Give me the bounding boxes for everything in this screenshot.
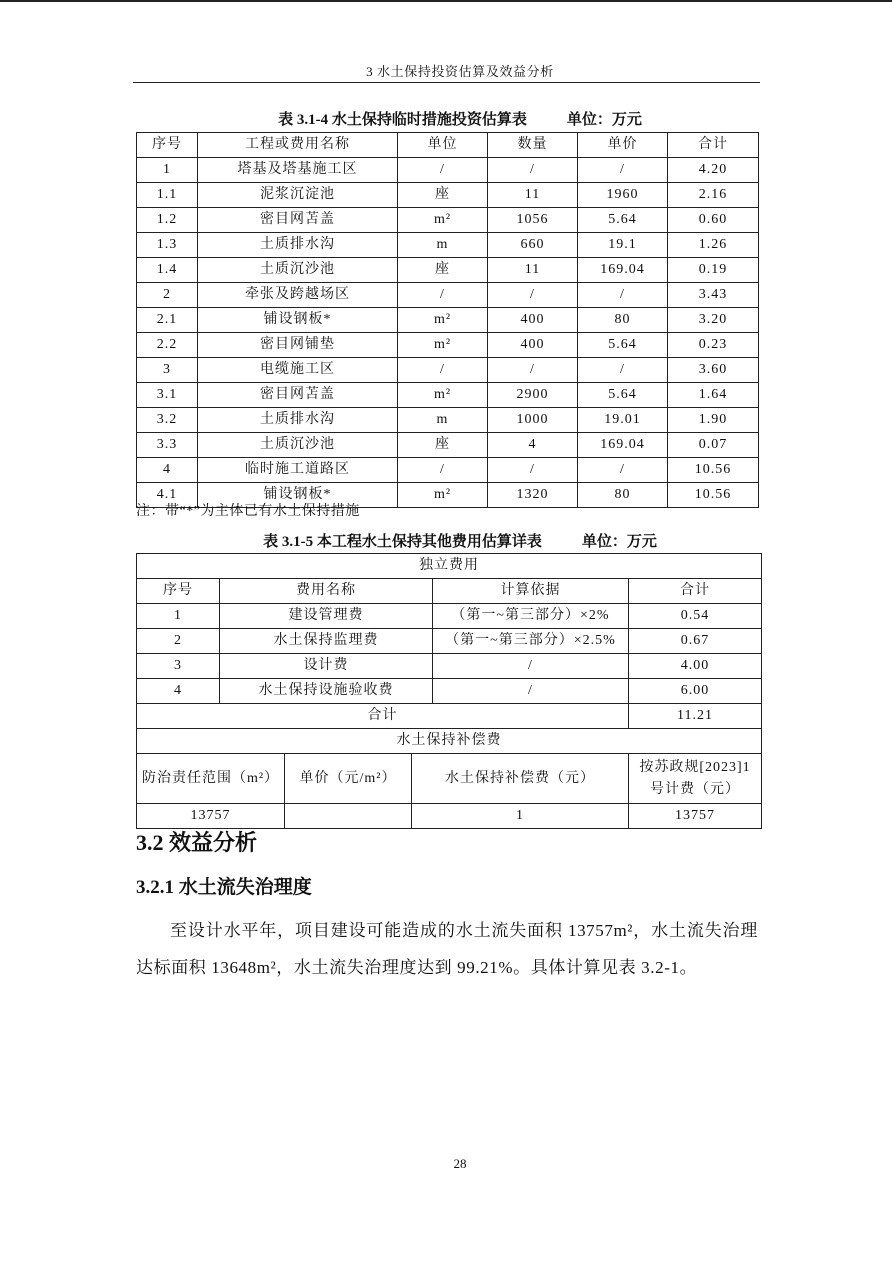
cell-quantity: 1056 <box>488 208 578 233</box>
table-row <box>137 233 759 258</box>
other-fees-table <box>136 553 762 829</box>
column-header-unit: 单位 <box>398 133 488 158</box>
cell-unit: m² <box>398 308 488 333</box>
cell-total: 1.90 <box>668 408 759 433</box>
cell-quantity: 11 <box>488 183 578 208</box>
column-header-seq: 序号 <box>137 133 198 158</box>
cell-seq: 1.1 <box>137 183 198 208</box>
cell-seq: 3 <box>137 358 198 383</box>
cell-seq: 4 <box>137 679 220 704</box>
temporary-measures-table <box>136 132 759 508</box>
total-value: 11.21 <box>629 704 762 729</box>
cell-total: 2.16 <box>668 183 759 208</box>
cell-item-name: 土质沉沙池 <box>198 433 398 458</box>
cell-unit: m <box>398 408 488 433</box>
cell-quantity: 1000 <box>488 408 578 433</box>
cell-item-name: 塔基及塔基施工区 <box>198 158 398 183</box>
cell-quantity: 1320 <box>488 483 578 508</box>
cell-item-name: 电缆施工区 <box>198 358 398 383</box>
cell-seq: 3 <box>137 654 220 679</box>
cell-total: 0.60 <box>668 208 759 233</box>
cell-total: 1.64 <box>668 383 759 408</box>
cell-unit: m² <box>398 208 488 233</box>
table-row <box>137 308 759 333</box>
column-header-fee-by-rule <box>629 754 762 804</box>
cell-unit-price: 5.64 <box>578 333 668 358</box>
cell-basis: （第一~第三部分）×2% <box>433 604 629 629</box>
column-header-item-name: 工程或费用名称 <box>198 133 398 158</box>
cell-total: 0.54 <box>629 604 762 629</box>
table-row <box>137 283 759 308</box>
cell-unit: m² <box>398 333 488 358</box>
column-header-total: 合计 <box>668 133 759 158</box>
cell-item-name: 土质沉沙池 <box>198 258 398 283</box>
cell-total: 1.26 <box>668 233 759 258</box>
cell-basis: / <box>433 654 629 679</box>
table-row <box>137 258 759 283</box>
table-caption-unit: 单位：万元 <box>581 534 657 550</box>
column-header-seq: 序号 <box>137 579 220 604</box>
header-rule <box>133 82 760 83</box>
cell-total: 3.20 <box>668 308 759 333</box>
cell-total: 0.67 <box>629 629 762 654</box>
table-header-row <box>137 754 762 804</box>
cell-quantity: 11 <box>488 258 578 283</box>
cell-unit-price: 169.04 <box>578 258 668 283</box>
column-header-unit-price: 单价 <box>578 133 668 158</box>
table-caption-title: 表 3.1-5 本工程水土保持其他费用估算详表 <box>263 534 542 550</box>
cell-unit: / <box>398 458 488 483</box>
column-header-fee-by-rule-line: 号计费（元） <box>650 781 741 797</box>
cell-seq: 2.1 <box>137 308 198 333</box>
cell-unit-price: / <box>578 283 668 308</box>
cell-unit-price: 19.01 <box>578 408 668 433</box>
cell-fee-name: 水土保持设施验收费 <box>220 679 433 704</box>
section-heading: 3.2 效益分析 <box>136 830 258 855</box>
cell-unit: / <box>398 158 488 183</box>
cell-total: 0.07 <box>668 433 759 458</box>
table-row <box>137 408 759 433</box>
cell-quantity: 400 <box>488 308 578 333</box>
table-row <box>137 604 762 629</box>
cell-basis: / <box>433 679 629 704</box>
cell-unit: 座 <box>398 433 488 458</box>
table-row <box>137 333 759 358</box>
cell-unit-price: 5.64 <box>578 383 668 408</box>
cell-unit-price <box>285 804 412 829</box>
table-row <box>137 158 759 183</box>
cell-unit: / <box>398 283 488 308</box>
cell-fee-name: 设计费 <box>220 654 433 679</box>
cell-total: 0.19 <box>668 258 759 283</box>
paragraph-line: 至设计水平年，项目建设可能造成的水土流失面积 13757m²，水土流失治理 <box>170 921 758 940</box>
cell-seq: 3.2 <box>137 408 198 433</box>
cell-quantity: / <box>488 458 578 483</box>
cell-item-name: 密目网苫盖 <box>198 208 398 233</box>
column-header-quantity: 数量 <box>488 133 578 158</box>
cell-total: 6.00 <box>629 679 762 704</box>
cell-seq: 3.3 <box>137 433 198 458</box>
cell-seq: 4.1 <box>137 483 198 508</box>
cell-unit-price: 80 <box>578 308 668 333</box>
body-paragraph <box>136 912 758 986</box>
cell-unit-price: 1960 <box>578 183 668 208</box>
section-title-row <box>137 729 762 754</box>
table-row <box>137 804 762 829</box>
page-top-border <box>0 0 892 2</box>
total-label: 合计 <box>137 704 629 729</box>
cell-total: 4.20 <box>668 158 759 183</box>
column-header-basis: 计算依据 <box>433 579 629 604</box>
page-number: 28 <box>453 1156 467 1171</box>
cell-total: 0.23 <box>668 333 759 358</box>
table-caption-title: 表 3.1-4 水土保持临时措施投资估算表 <box>278 112 527 128</box>
cell-unit-price: 169.04 <box>578 433 668 458</box>
column-header-fee-name: 费用名称 <box>220 579 433 604</box>
table-caption <box>60 111 860 129</box>
column-header-total: 合计 <box>629 579 762 604</box>
table-header-row <box>137 133 759 158</box>
cell-item-name: 铺设钢板* <box>198 483 398 508</box>
cell-seq: 1 <box>137 158 198 183</box>
cell-total: 10.56 <box>668 483 759 508</box>
cell-item-name: 泥浆沉淀池 <box>198 183 398 208</box>
cell-total: 3.60 <box>668 358 759 383</box>
paragraph-line: 达标面积 13648m²，水土流失治理度达到 99.21%。具体计算见表 3.2-1。 <box>136 958 698 977</box>
cell-total: 3.43 <box>668 283 759 308</box>
cell-quantity: 400 <box>488 333 578 358</box>
cell-item-name: 牵张及跨越场区 <box>198 283 398 308</box>
table-row <box>137 458 759 483</box>
cell-seq: 2 <box>137 629 220 654</box>
table-caption-unit: 单位：万元 <box>566 112 642 128</box>
cell-quantity: / <box>488 158 578 183</box>
cell-seq: 2.2 <box>137 333 198 358</box>
cell-unit: m² <box>398 483 488 508</box>
cell-unit: 座 <box>398 183 488 208</box>
cell-quantity: / <box>488 283 578 308</box>
cell-unit: 座 <box>398 258 488 283</box>
cell-quantity: 660 <box>488 233 578 258</box>
column-header-area: 防治责任范围（m²） <box>137 754 285 804</box>
table-note: 注：带“*”为主体已有水土保持措施 <box>136 504 360 519</box>
cell-seq: 2 <box>137 283 198 308</box>
cell-unit-price: / <box>578 358 668 383</box>
cell-unit-price: 19.1 <box>578 233 668 258</box>
cell-item-name: 土质排水沟 <box>198 233 398 258</box>
section-title-compensation: 水土保持补偿费 <box>137 729 762 754</box>
cell-basis: （第一~第三部分）×2.5% <box>433 629 629 654</box>
table-row <box>137 654 762 679</box>
table-caption <box>60 533 860 551</box>
cell-fee-name: 建设管理费 <box>220 604 433 629</box>
cell-unit-price: / <box>578 458 668 483</box>
cell-compensation-fee: 1 <box>412 804 629 829</box>
cell-area: 13757 <box>137 804 285 829</box>
cell-unit: m² <box>398 383 488 408</box>
column-header-unit-price: 单价（元/m²） <box>285 754 412 804</box>
cell-fee-by-rule: 13757 <box>629 804 762 829</box>
cell-seq: 4 <box>137 458 198 483</box>
cell-item-name: 密目网苫盖 <box>198 383 398 408</box>
cell-seq: 1.2 <box>137 208 198 233</box>
cell-total: 10.56 <box>668 458 759 483</box>
cell-quantity: 4 <box>488 433 578 458</box>
cell-unit-price: 80 <box>578 483 668 508</box>
table-row <box>137 183 759 208</box>
running-header: 3 水土保持投资估算及效益分析 <box>366 64 554 79</box>
section-title-row <box>137 554 762 579</box>
column-header-fee-by-rule-line: 按苏政规[2023]1 <box>639 759 751 775</box>
table-row <box>137 208 759 233</box>
cell-total: 4.00 <box>629 654 762 679</box>
section-title-independent-fees: 独立费用 <box>137 554 762 579</box>
column-header-compensation-fee: 水土保持补偿费（元） <box>412 754 629 804</box>
cell-unit-price: / <box>578 158 668 183</box>
cell-unit: m <box>398 233 488 258</box>
cell-seq: 3.1 <box>137 383 198 408</box>
cell-seq: 1 <box>137 604 220 629</box>
cell-item-name: 土质排水沟 <box>198 408 398 433</box>
cell-item-name: 密目网铺垫 <box>198 333 398 358</box>
cell-quantity: / <box>488 358 578 383</box>
cell-quantity: 2900 <box>488 383 578 408</box>
table-row <box>137 433 759 458</box>
cell-unit: / <box>398 358 488 383</box>
subsection-heading: 3.2.1 水土流失治理度 <box>136 877 312 898</box>
table-row <box>137 629 762 654</box>
cell-unit-price: 5.64 <box>578 208 668 233</box>
cell-item-name: 临时施工道路区 <box>198 458 398 483</box>
table-header-row <box>137 579 762 604</box>
cell-fee-name: 水土保持监理费 <box>220 629 433 654</box>
total-row <box>137 704 762 729</box>
table-row <box>137 383 759 408</box>
table-row <box>137 679 762 704</box>
cell-item-name: 铺设钢板* <box>198 308 398 333</box>
table-row <box>137 358 759 383</box>
cell-seq: 1.3 <box>137 233 198 258</box>
cell-seq: 1.4 <box>137 258 198 283</box>
